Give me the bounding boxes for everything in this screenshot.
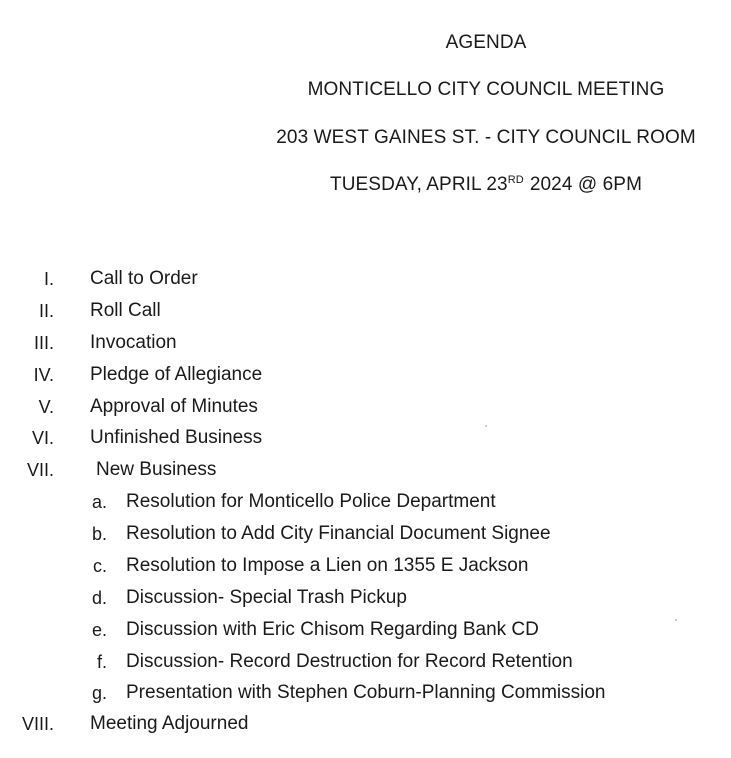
sub-item-letter: d. xyxy=(91,588,107,608)
meeting-date-ordinal: RD xyxy=(507,173,524,186)
sub-item-letter: c. xyxy=(92,556,107,576)
meeting-name: MONTICELLO CITY COUNCIL MEETING xyxy=(307,79,665,100)
sub-item-letter: f. xyxy=(96,652,107,672)
sub-agenda-item: Discussion- Special Trash Pickup xyxy=(126,587,407,608)
scan-speck xyxy=(485,425,487,427)
agenda-item: Approval of Minutes xyxy=(90,396,258,417)
item-numeral: V. xyxy=(38,397,54,417)
scan-speck xyxy=(675,619,677,621)
sub-item-letter: g. xyxy=(91,683,107,703)
sub-agenda-item: Resolution to Add City Financial Document Signee xyxy=(126,523,551,544)
agenda-item: Pledge of Allegiance xyxy=(90,364,263,385)
sub-agenda-item: Presentation with Stephen Coburn-Planning Commission xyxy=(126,682,606,703)
meeting-date-suffix: 2024 @ 6PM xyxy=(529,174,642,195)
item-numeral: II. xyxy=(38,301,54,321)
agenda-item: Call to Order xyxy=(90,268,198,289)
item-numeral: VIII. xyxy=(21,714,54,734)
agenda-item: Unfinished Business xyxy=(90,427,263,448)
sub-agenda-item: Discussion- Record Destruction for Record Retention xyxy=(126,651,573,672)
agenda-item: Invocation xyxy=(90,332,177,353)
item-numeral: VII. xyxy=(26,460,54,480)
sub-item-letter: b. xyxy=(91,524,107,544)
meeting-date xyxy=(330,174,642,196)
item-numeral: VI. xyxy=(31,428,54,448)
agenda-item: Meeting Adjourned xyxy=(90,713,249,734)
sub-agenda-item: Resolution for Monticello Police Department xyxy=(126,491,496,512)
sub-item-letter: e. xyxy=(91,620,107,640)
sub-agenda-item: Resolution to Impose a Lien on 1355 E Jackson xyxy=(126,555,529,576)
item-numeral: IV. xyxy=(33,365,54,385)
agenda-title: AGENDA xyxy=(445,32,527,53)
sub-item-letter: a. xyxy=(91,492,107,512)
agenda-item: New Business xyxy=(96,459,217,480)
item-numeral: I. xyxy=(43,269,54,289)
sub-agenda-item: Discussion with Eric Chisom Regarding Bank CD xyxy=(126,619,539,640)
agenda-item: Roll Call xyxy=(90,300,161,321)
meeting-date-prefix: TUESDAY, APRIL 23 xyxy=(330,174,508,195)
meeting-location: 203 WEST GAINES ST. - CITY COUNCIL ROOM xyxy=(276,127,696,148)
item-numeral: III. xyxy=(33,333,54,353)
